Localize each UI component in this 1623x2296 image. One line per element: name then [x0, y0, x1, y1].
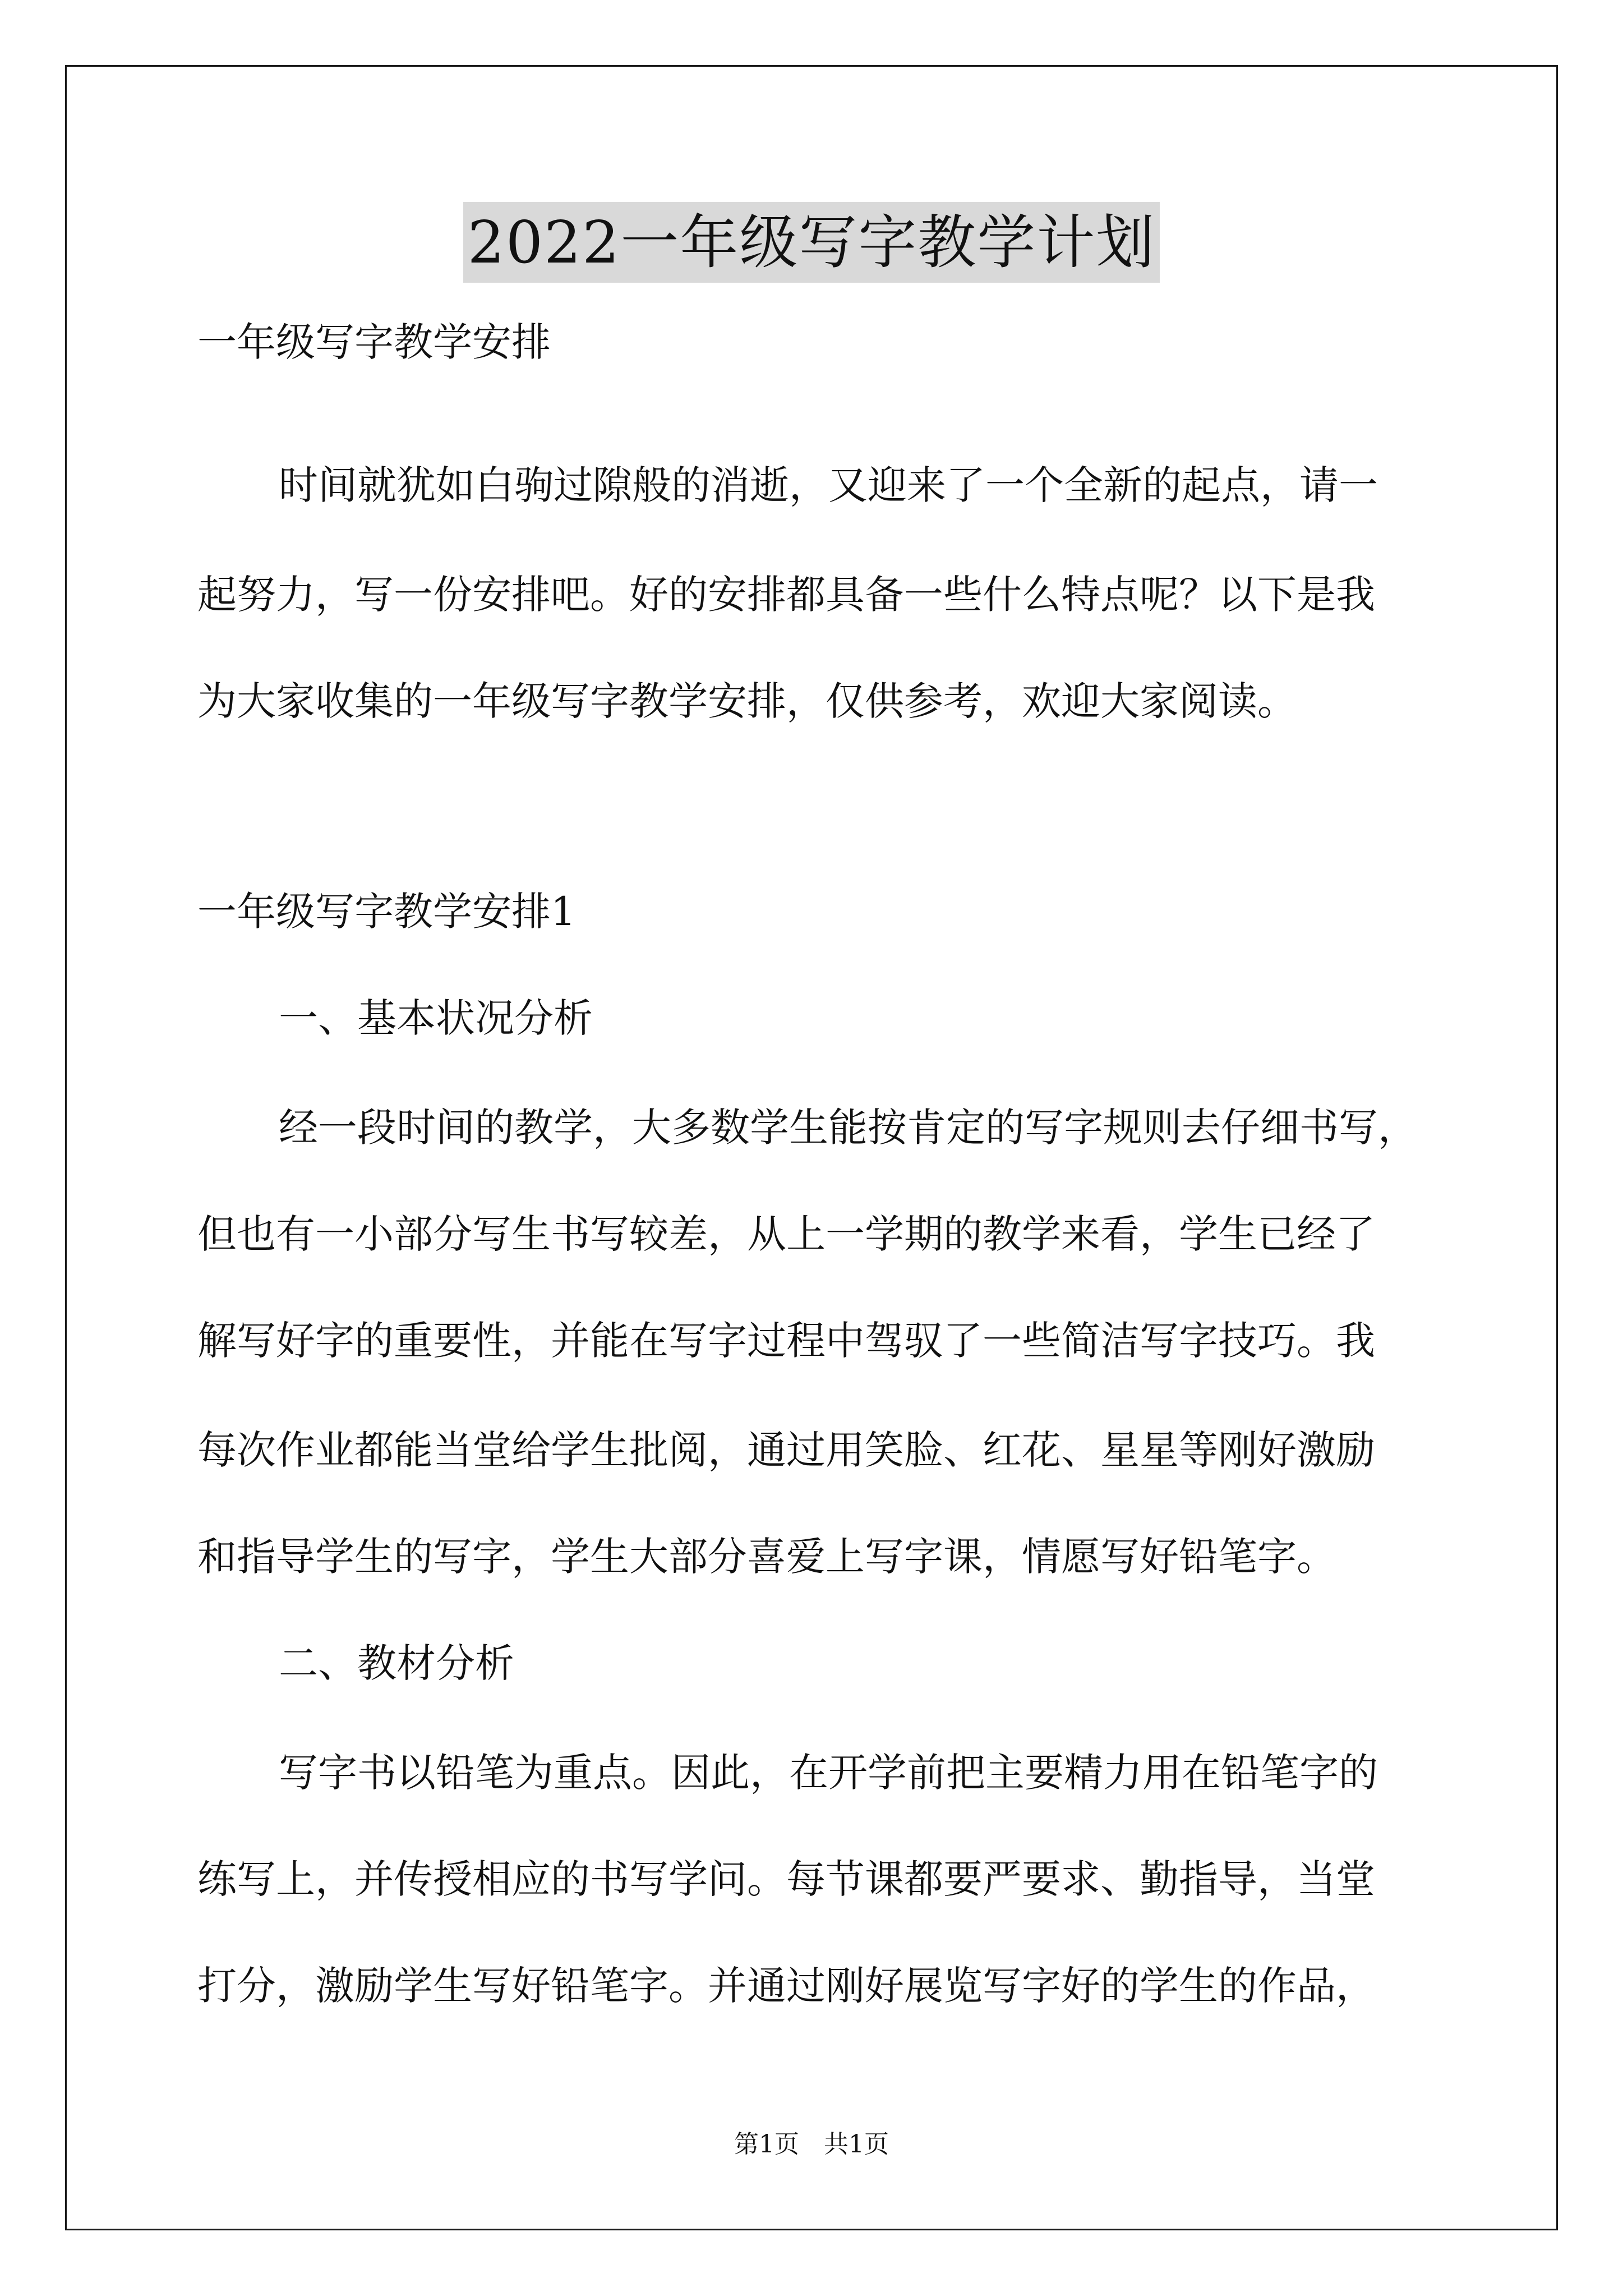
- paragraph-line: 练写上，并传授相应的书写学问。每节课都要严要求、勤指导，当堂: [197, 1856, 1375, 1902]
- section-heading-textbook-analysis: 二、教材分析: [279, 1640, 514, 1686]
- paragraph-line: 打分，激励学生写好铅笔字。并通过刚好展览写字好的学生的作品，: [197, 1963, 1375, 2009]
- paragraph-line: 每次作业都能当堂给学生批阅，通过用笑脸、红花、星星等刚好激励: [197, 1427, 1375, 1473]
- heading-intro: 一年级写字教学安排: [197, 319, 551, 365]
- document-title: 2022一年级写字教学计划: [463, 202, 1160, 283]
- paragraph-line: 解写好字的重要性，并能在写字过程中驾驭了一些简洁写字技巧。我: [197, 1318, 1375, 1364]
- page-footer: 第1页 共1页: [734, 2130, 889, 2159]
- paragraph-line: 但也有一小部分写生书写较差，从上一学期的教学来看，学生已经了: [197, 1211, 1375, 1257]
- paragraph-line: 经一段时间的教学，大多数学生能按肯定的写字规则去仔细书写，: [279, 1105, 1417, 1151]
- paragraph-line: 写字书以铅笔为重点。因此，在开学前把主要精力用在铅笔字的: [279, 1750, 1378, 1796]
- title-wrap: [0, 202, 1623, 283]
- heading-plan-1: 一年级写字教学安排1: [197, 889, 576, 935]
- paragraph-line: 起努力，写一份安排吧。好的安排都具备一些什么特点呢？以下是我: [197, 572, 1375, 618]
- paragraph-line: 和指导学生的写字，学生大部分喜爱上写字课，情愿写好铅笔字。: [197, 1534, 1336, 1580]
- paragraph-line: 为大家收集的一年级写字教学安排，仅供参考，欢迎大家阅读。: [197, 678, 1297, 724]
- paragraph-line: 时间就犹如白驹过隙般的消逝，又迎来了一个全新的起点，请一: [279, 462, 1378, 508]
- section-heading-basic-analysis: 一、基本状况分析: [279, 995, 593, 1041]
